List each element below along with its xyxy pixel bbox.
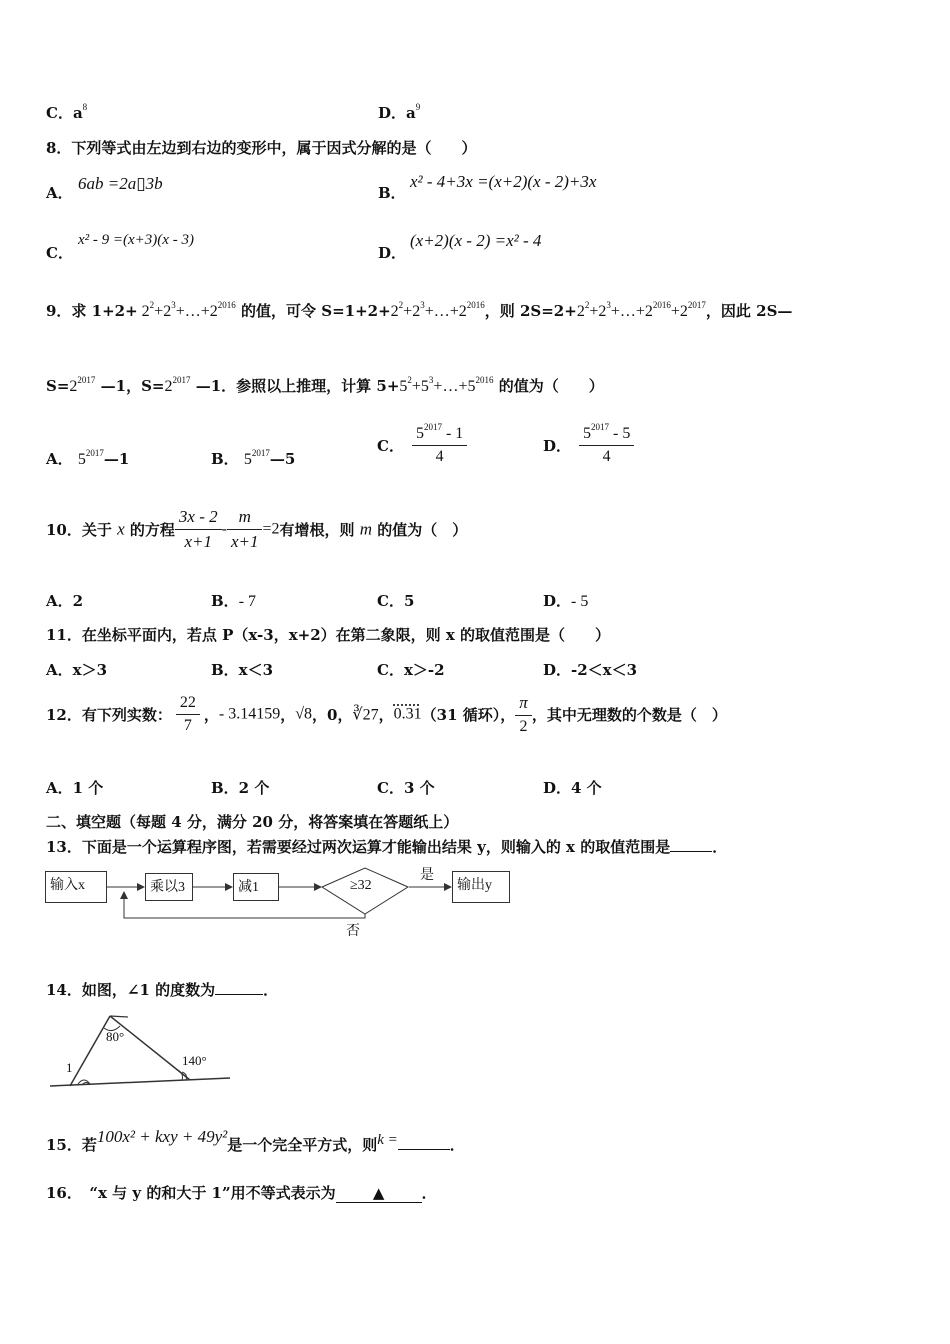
q8-option-c-expr: x² - 9 =(x+3)(x - 3): [78, 232, 194, 248]
q10-stem: 10．关于 x 的方程 $\frac{3x - 2}{x+1}$ - $\frac{m}{x+1}$ =2有增根，则 m 的值为（ ）: [46, 507, 468, 551]
q10-option-d: D．- 5: [543, 592, 589, 610]
q10-option-a: A．2: [46, 592, 84, 610]
q8-option-a-expr: 6ab =2a▯3b: [78, 174, 163, 193]
angle-right-label: 140°: [182, 1053, 207, 1068]
triangle-marker: ▲: [372, 1184, 385, 1202]
q11-option-a: A．x＞3: [46, 661, 108, 679]
q14-stem: 14．如图，∠1 的度数为 ．: [46, 981, 279, 999]
flow-no-label: 否: [346, 924, 360, 939]
flow-subtract-box: 减1: [233, 873, 279, 901]
q8-option-d-expr: (x+2)(x - 2) =x² - 4: [410, 231, 542, 250]
q9-option-a: A． $5^{2017}—1$: [46, 448, 130, 468]
q8-option-c: C．: [46, 244, 73, 262]
q16-answer-blank: [336, 1184, 422, 1203]
q8-stem: 8．下列等式由左边到右边的变形中，属于因式分解的是（ ）: [46, 139, 477, 157]
angle-top-label: 80°: [106, 1029, 125, 1044]
q7-option-d: D．$a^9$: [378, 102, 421, 122]
q9-option-b: B． $5^{2017}—5$: [211, 448, 296, 468]
q12-option-a: A．1 个: [46, 779, 104, 797]
q8-option-b-expr: x² - 4+3x =(x+2)(x - 2)+3x: [410, 172, 597, 191]
q15-stem: 15．若100x² + kxy + 49y²是一个完全平方式，则k = ．: [46, 1127, 465, 1154]
q12-stem: 12．有下列实数： $\frac{22}{7}$ ，- 3.14159，√8，0，∛27，0.31（31 循环）， $\frac{\pi}{2}$ ，其中无理数的个数是（ ）: [46, 693, 727, 735]
q9-option-d: D． $\frac{5^{2017} - 5}{4}$: [543, 425, 634, 466]
q8-option-b: B．: [378, 184, 406, 202]
q8-option-d: D．: [378, 244, 407, 262]
q11-option-d: D．-2＜x＜3: [543, 661, 638, 679]
q9-option-c: C． $\frac{5^{2017} - 1}{4}$: [377, 425, 467, 466]
q11-option-b: B．x＜3: [211, 661, 274, 679]
flow-input-box: 输入x: [45, 871, 107, 903]
q12-option-d: D．4 个: [543, 779, 602, 797]
q16-stem: 16． “x 与 y 的和大于 1”用不等式表示为 ▲ ．: [46, 1184, 437, 1202]
q7-option-c: C．$a^8$: [46, 102, 88, 122]
q12-option-c: C．3 个: [377, 779, 435, 797]
q10-option-c: C．5: [377, 592, 415, 610]
q9-line2: $S=2^{2017}$ —1，$S=2^{2017}$ —1．参照以上推理，计算 $5+5^2+5^3+\dots+5^{2016}$ 的值为（ ）: [46, 375, 604, 395]
q11-option-c: C．x＞-2: [377, 661, 445, 679]
q9-line1: 9．求 $1+2+ 2^2+2^3+\dots+2^{2016}$ 的值，可令 $S=1+2+2^2+2^3+\dots+2^{2016}$，则 $2S=2+2^2+2^3+\dots+2^{2016}+2^{2017}$，因此 2S—: [46, 300, 793, 320]
flow-multiply-box: 乘以3: [145, 873, 193, 901]
triangle-svg: [40, 1008, 240, 1093]
angle-1-label: 1: [66, 1060, 73, 1075]
q12-option-b: B．2 个: [211, 779, 270, 797]
flow-condition-label: ≥32: [350, 878, 372, 893]
section2-title: 二、填空题（每题 4 分，满分 20 分，将答案填在答题纸上）: [46, 813, 459, 831]
q13-stem: 13．下面是一个运算程序图，若需要经过两次运算才能输出结果 y，则输入的 x 的取值范围是 ．: [46, 838, 728, 856]
flow-yes-label: 是: [420, 868, 434, 883]
q11-stem: 11．在坐标平面内，若点 P（x-3，x+2）在第二象限，则 x 的取值范围是（ ）: [46, 626, 611, 644]
q10-option-b: B．- 7: [211, 592, 257, 610]
flow-output-box: 输出y: [452, 871, 510, 903]
q8-option-a: A．: [46, 184, 73, 202]
